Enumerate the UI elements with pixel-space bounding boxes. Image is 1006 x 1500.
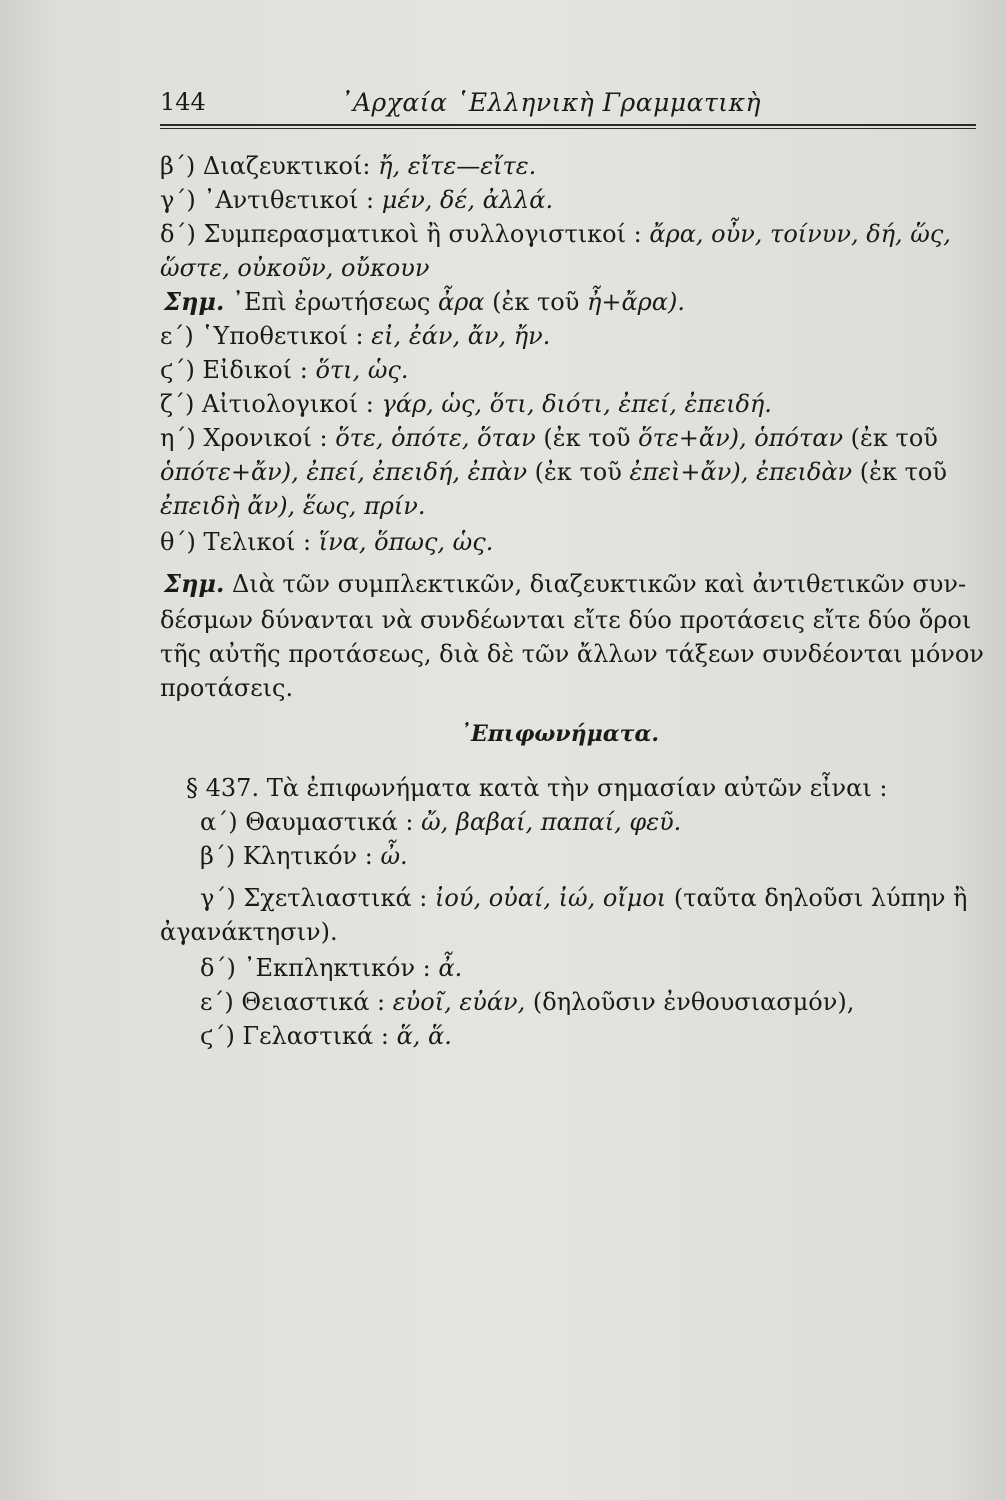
line-note-1 <box>164 286 685 318</box>
greek-examples: εἰ, ἐάν, ἄν, ἤν. <box>371 322 551 350</box>
greek-examples: ἅ, ἅ. <box>396 1022 452 1050</box>
list-label: θ΄) Τελικοί : <box>160 528 319 556</box>
greek-examples: μέν, δέ, ἀλλά. <box>381 186 554 214</box>
line-temporal-cont <box>160 456 947 488</box>
text: Διὰ τῶν συμπλεκτικῶν, διαζευκτικῶν καὶ ἀντιθετικῶν συν- <box>224 570 967 598</box>
line-lament <box>200 882 967 914</box>
text: (ἐκ τοῦ <box>484 288 587 316</box>
greek-examples: ὁπότε+ἄν), ἐπεί, ἐπειδή, ἐπὰν <box>160 458 528 486</box>
running-title: ᾽Αρχαία ῾Ελληνικὴ Γραμματικὴ <box>340 88 761 117</box>
line-inferential-cont: ὥστε, οὐκοῦν, οὔκουν <box>160 254 430 282</box>
text: (δηλοῦσιν ἐνθουσιασμόν), <box>525 988 855 1016</box>
greek-examples: ἵνα, ὅπως, ὡς. <box>318 528 494 556</box>
text: (ταῦτα δηλοῦσι λύπην ἢ <box>666 884 968 912</box>
list-label: γ΄) ᾽Αντιθετικοί : <box>160 186 382 214</box>
paragraph-437: § 437. Τὰ ἐπιφωνήματα κατὰ τὴν σημασίαν αὐτῶν εἶναι : <box>186 774 888 802</box>
line-temporal-end: ἐπειδὴ ἄν), ἕως, πρίν. <box>160 492 426 520</box>
list-label: ε΄) ῾Υποθετικοί : <box>160 322 372 350</box>
greek-examples: γάρ, ὡς, ὅτι, διότι, ἐπεί, ἐπειδή. <box>381 390 772 418</box>
greek-examples: ὅτι, ὡς. <box>315 356 409 384</box>
line-note-2-end: προτάσεις. <box>160 674 294 702</box>
line-surprise <box>200 952 462 984</box>
page-number: 144 <box>160 88 206 116</box>
note-label: Σημ. <box>164 569 225 598</box>
line-note-2-cont: δέσμων δύνανται νὰ συνδέωνται εἴτε δύο προτάσεις εἴτε δύο ὅροι <box>160 606 972 634</box>
header-rule <box>160 124 976 126</box>
header-rule-thin <box>160 128 976 129</box>
greek-examples: ἐπεὶ+ἄν), ἐπειδὰν <box>629 458 853 486</box>
line-laughing <box>200 1020 452 1052</box>
list-label: β΄) Κλητικόν : <box>200 842 381 870</box>
list-label: ϛ΄) Γελαστικά : <box>200 1022 397 1050</box>
list-label: γ΄) Σχετλιαστικά : <box>200 884 436 912</box>
section-heading: ᾽Επιφωνήματα. <box>460 721 660 747</box>
greek-word: ἆρα <box>437 288 485 316</box>
line-vocative <box>200 840 408 872</box>
page-header <box>160 88 976 124</box>
list-label: β΄) Διαζευκτικοί: <box>160 152 379 180</box>
line-note-2-cont: τῆς αὐτῆς προτάσεως, διὰ δὲ τῶν ἄλλων τάξεων συνδέονται μόνον <box>160 640 984 668</box>
greek-examples: ἆ. <box>438 954 463 982</box>
greek-examples: ὅτε+ἄν), ὁπόταν <box>638 424 844 452</box>
text: (ἐκ τοῦ <box>535 424 639 452</box>
list-label: α΄) Θαυμαστικά : <box>200 808 422 836</box>
list-label: η΄) Χρονικοί : <box>160 424 336 452</box>
list-label: δ΄) ᾽Εκπληκτικόν : <box>200 954 439 982</box>
text: (ἐκ τοῦ <box>852 458 947 486</box>
line-conditional <box>160 320 550 352</box>
text: ᾽Επὶ ἐρωτήσεως <box>224 288 438 316</box>
line-ecstatic <box>200 986 854 1018</box>
line-lament-cont: ἀγανάκτησιν). <box>160 918 338 946</box>
greek-examples: ὅτε, ὁπότε, ὅταν <box>335 424 536 452</box>
greek-examples: ἄρα, οὖν, τοίνυν, δή, ὥς, <box>649 220 951 248</box>
line-disjunctive <box>160 150 536 182</box>
text: (ἐκ τοῦ <box>843 424 938 452</box>
greek-word: ἦ+ἄρα). <box>586 288 685 316</box>
greek-examples: ὦ. <box>380 842 408 870</box>
list-label: ϛ΄) Εἰδικοί : <box>160 356 316 384</box>
note-label: Σημ. <box>164 287 225 316</box>
line-admiring <box>200 806 681 838</box>
greek-examples: εὐοῖ, εὐάν, <box>392 988 526 1016</box>
line-note-2 <box>164 568 966 600</box>
line-final <box>160 526 493 558</box>
list-label: ε΄) Θειαστικά : <box>200 988 393 1016</box>
line-causal <box>160 388 772 420</box>
text: (ἐκ τοῦ <box>527 458 630 486</box>
line-declarative <box>160 354 408 386</box>
list-label: ζ΄) Αἰτιολογικοί : <box>160 390 382 418</box>
greek-examples: ἰού, οὐαί, ἰώ, οἴμοι <box>435 884 667 912</box>
greek-examples: ἤ, εἴτε—εἴτε. <box>378 152 537 180</box>
line-inferential <box>160 218 951 250</box>
list-label: δ΄) Συμπερασματικοὶ ἢ συλλογιστικοί : <box>160 220 650 248</box>
line-temporal <box>160 422 938 454</box>
greek-examples: ὤ, βαβαί, παπαί, φεῦ. <box>421 808 682 836</box>
line-adversative <box>160 184 553 216</box>
